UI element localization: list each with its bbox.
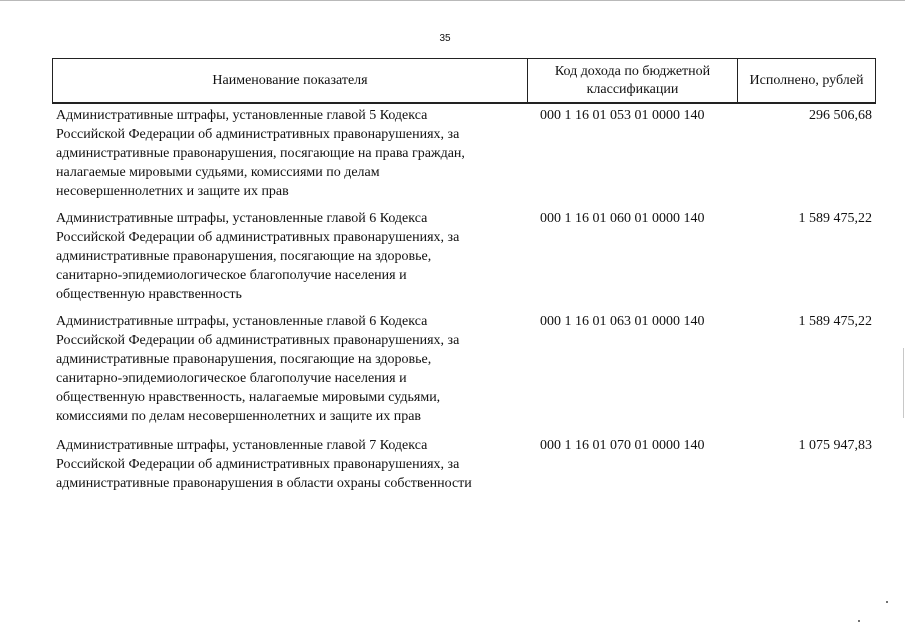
row-amount: 1 589 475,22 [798,314,872,329]
table-header [52,58,876,104]
row-name-line: Российской Федерации об административных правонарушениях, за [56,457,460,472]
row-name-line: налагаемые мировыми судьями, комиссиями по делам [56,165,380,180]
row-name-line: административные правонарушения, посягающие на здоровье, [56,352,432,367]
row-name-line: комиссиями по делам несовершеннолетних и защите их прав [56,409,422,424]
row-name-line: Административные штрафы, установленные главой 5 Кодекса [56,108,428,123]
scan-right-edge-mark [903,348,904,418]
header-code: Код дохода по бюджетной классификации [527,59,737,102]
row-name-line: Административные штрафы, установленные главой 6 Кодекса [56,211,428,226]
row-code: 000 1 16 01 060 01 0000 140 [540,211,705,226]
row-name-line: административные правонарушения, посягающие на здоровье, [56,249,432,264]
row-name [56,436,526,493]
scan-speck [886,601,888,603]
row-name-line: санитарно-эпидемиологическое благополучие населения и [56,268,407,283]
header-name: Наименование показателя [212,72,368,88]
header-amount: Исполнено, рублей [737,59,875,102]
scan-top-edge [0,0,905,1]
row-name-line: Российской Федерации об административных правонарушениях, за [56,127,460,142]
row-name-line: Российской Федерации об административных правонарушениях, за [56,230,460,245]
row-name-line: общественную нравственность, налагаемые мировыми судьями, [56,390,441,405]
row-name-line: общественную нравственность [56,287,242,302]
row-name-line: Российской Федерации об административных правонарушениях, за [56,333,460,348]
row-code: 000 1 16 01 070 01 0000 140 [540,438,705,453]
row-code: 000 1 16 01 063 01 0000 140 [540,314,705,329]
row-name-line: Административные штрафы, установленные главой 6 Кодекса [56,314,428,329]
page-number: 35 [439,33,451,44]
row-code: 000 1 16 01 053 01 0000 140 [540,108,705,123]
row-name-line: несовершеннолетних и защите их прав [56,184,289,199]
row-amount: 296 506,68 [809,108,872,123]
row-name [56,312,526,426]
row-name [56,106,526,201]
row-name-line: административные правонарушения в области охраны собственности [56,476,472,491]
row-amount: 1 075 947,83 [798,438,872,453]
row-name-line: административные правонарушения, посягающие на права граждан, [56,146,465,161]
row-name-line: санитарно-эпидемиологическое благополучие населения и [56,371,407,386]
row-name [56,209,526,304]
scan-speck [858,620,860,622]
row-name-line: Административные штрафы, установленные главой 7 Кодекса [56,438,428,453]
row-amount: 1 589 475,22 [798,211,872,226]
